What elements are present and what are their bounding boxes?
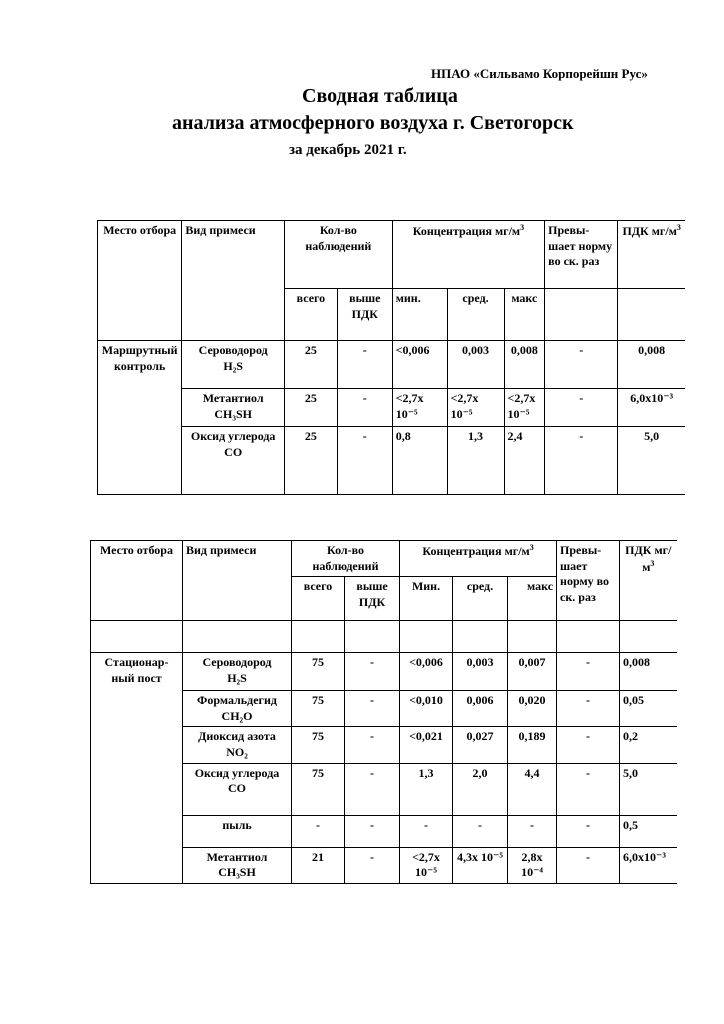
total-cell: 21	[292, 847, 345, 883]
document-title: Сводная таблица	[302, 85, 458, 107]
avg-cell: 0,027	[453, 727, 508, 763]
pdk-cell: 6,0x10⁻³	[618, 389, 685, 427]
place-cell: Маршрутный контроль	[98, 341, 182, 495]
col-excess: Превы-шает норму во ск. раз	[557, 541, 620, 621]
impurity-cell: Оксид углерода CO	[183, 763, 292, 815]
min-cell: <0,010	[400, 691, 453, 727]
total-cell: 25	[284, 427, 337, 495]
min-cell: 0,8	[392, 427, 447, 495]
col-avg: сред.	[453, 577, 508, 621]
avg-cell: 4,3x 10⁻⁵	[453, 847, 508, 883]
avg-cell: 1,3	[447, 427, 504, 495]
place-cell: Стационар-ный пост	[91, 653, 183, 884]
col-pdk: ПДК $мг/м^3$	[620, 541, 677, 621]
total-cell: 75	[292, 763, 345, 815]
col-observations: Кол-во наблюдений	[292, 541, 400, 577]
col-above-pdk: выше ПДК	[337, 289, 392, 341]
above-cell: -	[345, 727, 400, 763]
pdk-cell: 0,2	[620, 727, 677, 763]
total-cell: 75	[292, 727, 345, 763]
col-avg: сред.	[447, 289, 504, 341]
col-place: Место отбора	[98, 221, 182, 341]
min-cell: <2,7x 10⁻⁵	[400, 847, 453, 883]
impurity-cell: Формальдегид CH₂O	[183, 691, 292, 727]
route-control-table	[97, 220, 685, 495]
pdk-cell: 0,5	[620, 815, 677, 847]
above-cell: -	[345, 763, 400, 815]
max-cell: -	[508, 815, 557, 847]
total-cell: -	[292, 815, 345, 847]
col-observations: Кол-во наблюдений	[284, 221, 392, 289]
total-cell: 25	[284, 341, 337, 389]
above-cell: -	[345, 691, 400, 727]
excess-cell: -	[545, 341, 618, 389]
max-cell: 0,020	[508, 691, 557, 727]
report-period: за декабрь 2021 г.	[289, 142, 407, 158]
max-cell: 4,4	[508, 763, 557, 815]
col-min: мин.	[392, 289, 447, 341]
col-min: Мин.	[400, 577, 453, 621]
pdk-cell: 0,008	[618, 341, 685, 389]
total-cell: 75	[292, 691, 345, 727]
pdk-cell: 6,0x10⁻³	[620, 847, 677, 883]
impurity-cell: Сероводород H₂S	[182, 341, 285, 389]
avg-cell: 0,003	[453, 653, 508, 691]
min-cell: -	[400, 815, 453, 847]
max-cell: 2,4	[504, 427, 545, 495]
max-cell: 2,8x 10⁻⁴	[508, 847, 557, 883]
excess-cell: -	[557, 691, 620, 727]
pdk-cell: 0,05	[620, 691, 677, 727]
above-cell: -	[337, 341, 392, 389]
col-place: Место отбора	[91, 541, 183, 621]
col-excess: Превы-шает норму во ск. раз	[545, 221, 618, 289]
max-cell: 0,008	[504, 341, 545, 389]
col-impurity: Вид примеси	[182, 221, 285, 341]
excess-cell: -	[545, 427, 618, 495]
above-cell: -	[337, 389, 392, 427]
impurity-cell: Диоксид азота NO₂	[183, 727, 292, 763]
impurity-cell: Оксид углерода CO	[182, 427, 285, 495]
max-cell: 0,007	[508, 653, 557, 691]
document-subtitle: анализа атмосферного воздуха г. Светогорск	[172, 112, 574, 134]
avg-cell: 0,006	[453, 691, 508, 727]
avg-cell: <2,7x 10⁻⁵	[447, 389, 504, 427]
company-name: НПАО «Сильвамо Корпорейшн Рус»	[431, 66, 648, 81]
col-concentration: Концентрация $мг/м^3$	[400, 541, 557, 577]
col-max: макс	[504, 289, 545, 341]
excess-cell: -	[557, 763, 620, 815]
avg-cell: -	[453, 815, 508, 847]
col-max: макс	[508, 577, 557, 621]
excess-cell: -	[557, 727, 620, 763]
impurity-cell: пыль	[183, 815, 292, 847]
excess-cell: -	[557, 653, 620, 691]
above-cell: -	[345, 847, 400, 883]
pdk-cell: 5,0	[620, 763, 677, 815]
col-impurity: Вид примеси	[183, 541, 292, 621]
impurity-cell: Метантиол CH₃SH	[183, 847, 292, 883]
stationary-post-table	[90, 540, 677, 884]
impurity-cell: Сероводород H₂S	[183, 653, 292, 691]
max-cell: <2,7x 10⁻⁵	[504, 389, 545, 427]
excess-cell: -	[557, 847, 620, 883]
pdk-cell: 5,0	[618, 427, 685, 495]
max-cell: 0,189	[508, 727, 557, 763]
excess-cell: -	[557, 815, 620, 847]
excess-cell: -	[545, 389, 618, 427]
total-cell: 25	[284, 389, 337, 427]
avg-cell: 2,0	[453, 763, 508, 815]
above-cell: -	[337, 427, 392, 495]
above-cell: -	[345, 815, 400, 847]
min-cell: 1,3	[400, 763, 453, 815]
total-cell: 75	[292, 653, 345, 691]
col-above-pdk: выше ПДК	[345, 577, 400, 621]
col-concentration: Концентрация $мг/м^3$	[392, 221, 544, 289]
col-total: всего	[292, 577, 345, 621]
min-cell: <2,7x 10⁻⁵	[392, 389, 447, 427]
pdk-cell: 0,008	[620, 653, 677, 691]
avg-cell: 0,003	[447, 341, 504, 389]
min-cell: <0,021	[400, 727, 453, 763]
above-cell: -	[345, 653, 400, 691]
impurity-cell: Метантиол CH₃SH	[182, 389, 285, 427]
col-pdk: ПДК $мг/м^3$	[618, 221, 685, 289]
col-total: всего	[284, 289, 337, 341]
min-cell: <0,006	[400, 653, 453, 691]
min-cell: <0,006	[392, 341, 447, 389]
